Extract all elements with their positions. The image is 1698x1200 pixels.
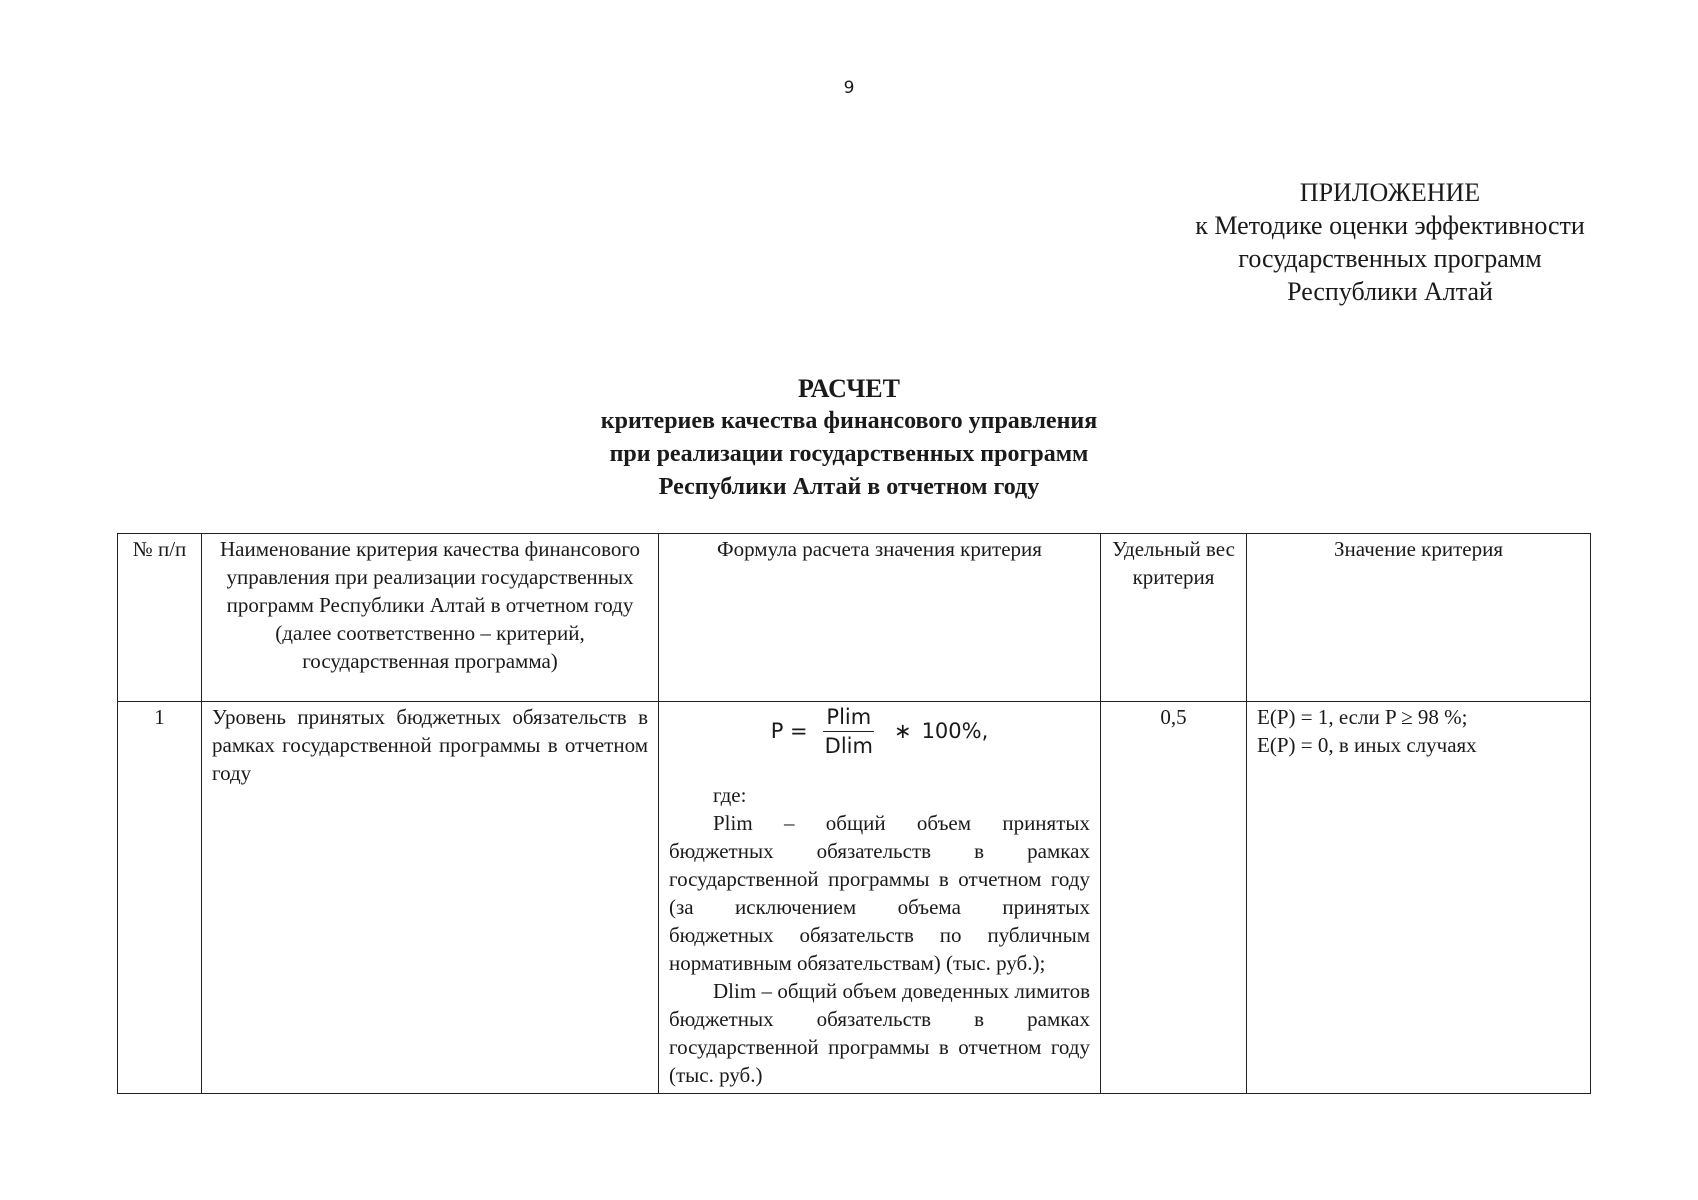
document-title-line: Республики Алтай в отчетном году xyxy=(658,474,1040,500)
value-line: E(P) = 0, в иных случаях xyxy=(1257,733,1477,757)
page-number: 9 xyxy=(843,78,855,98)
document-title-line: при реализации государственных программ xyxy=(609,441,1089,467)
criterion-value xyxy=(1247,702,1591,1094)
definition-plim: Plim – общий объем принятых бюджетных обязательств в рамках государственной программы в отчетном году (за исключением объема принятых бюджетных обязательств по публичным нормативным обязательствам) (тыс. руб.); xyxy=(669,811,1090,975)
appendix-title: ПРИЛОЖЕНИЕ xyxy=(1299,178,1481,207)
document-heading: РАСЧЕТ xyxy=(798,374,900,403)
formula-cell xyxy=(659,702,1101,1094)
table-header-row xyxy=(118,534,1591,702)
table-row xyxy=(118,702,1591,1094)
header-number: № п/п xyxy=(118,534,202,702)
where-label: где: xyxy=(713,783,747,807)
appendix-line: государственных программ xyxy=(1238,244,1542,273)
header-value: Значение критерия xyxy=(1247,534,1591,702)
appendix-line: к Методике оценки эффективности xyxy=(1195,211,1585,240)
header-weight: Удельный вес критерия xyxy=(1101,534,1247,702)
formula-operator: ∗ xyxy=(893,719,912,743)
header-formula: Формула расчета значения критерия xyxy=(659,534,1101,702)
formula xyxy=(669,701,1090,761)
document-title-line: критериев качества финансового управления xyxy=(600,408,1098,434)
criterion-weight: 0,5 xyxy=(1101,702,1247,1094)
appendix-block xyxy=(1140,176,1640,308)
header-criterion-name: Наименование критерия качества финансового управления при реализации государственных программ Республики Алтай в отчетном году (далее соответственно – критерий, государственная программа) xyxy=(202,534,659,702)
appendix-line: Республики Алтай xyxy=(1287,277,1493,306)
row-number: 1 xyxy=(118,702,202,1094)
document-title xyxy=(0,372,1698,504)
criterion-name: Уровень принятых бюджетных обязательств в рамках государственной программы в отчетном году xyxy=(202,702,659,1094)
formula-numerator: Plim xyxy=(823,704,874,732)
formula-denominator: Dlim xyxy=(824,733,873,758)
value-line: E(P) = 1, если P ≥ 98 %; xyxy=(1257,705,1468,729)
formula-rhs: 100%, xyxy=(921,719,989,743)
formula-fraction xyxy=(822,704,876,759)
formula-lhs: P = xyxy=(770,719,808,743)
criteria-table xyxy=(117,533,1591,1094)
definition-dlim: Dlim – общий объем доведенных лимитов бюджетных обязательств в рамках государственной программы в отчетном году (тыс. руб.) xyxy=(669,979,1090,1087)
